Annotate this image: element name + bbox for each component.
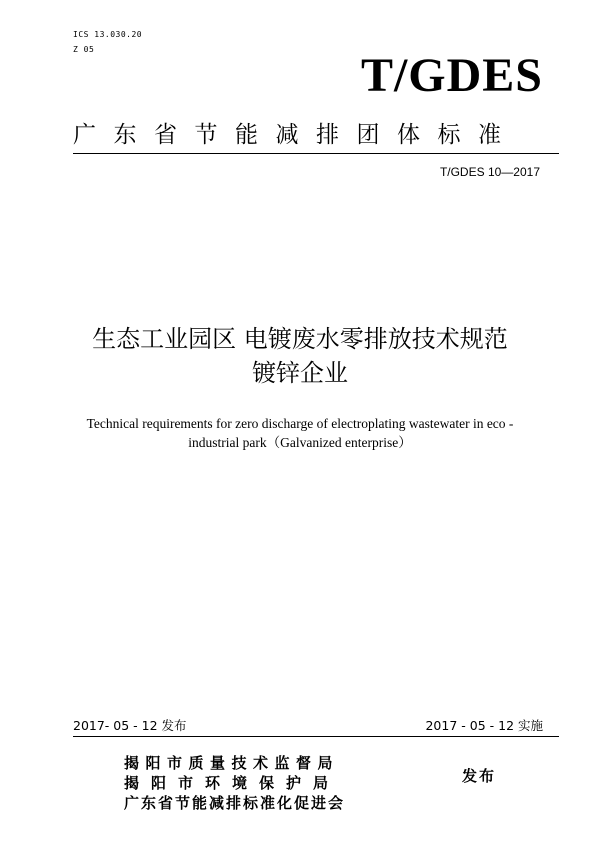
footer-divider <box>73 736 559 737</box>
ics-code: ICS 13.030.20 <box>73 30 143 39</box>
title-line-1: 生态工业园区 电镀废水零排放技术规范 <box>92 325 508 353</box>
document-title <box>0 322 600 390</box>
standard-number: T/GDES 10—2017 <box>439 165 540 179</box>
standard-type-title: 广东省节能减排团体标准 <box>73 122 519 148</box>
publish-date: 2017- 05 - 12 发布 <box>73 718 187 733</box>
header-divider <box>73 153 559 154</box>
english-title <box>40 414 560 452</box>
issuer-3: 广东省节能减排标准化促进会 <box>124 794 346 812</box>
ccs-code: Z 05 <box>73 45 95 54</box>
issuer-2: 揭阳市环境保护局 <box>124 774 341 792</box>
issuer-1: 揭阳市质量技术监督局 <box>124 754 340 772</box>
english-title-line-2: industrial park（Galvanized enterprise） <box>188 435 412 450</box>
standard-logo: T/GDES <box>360 49 543 102</box>
issue-label: 发布 <box>462 767 497 785</box>
title-line-2: 镀锌企业 <box>252 359 348 387</box>
implementation-date: 2017 - 05 - 12 实施 <box>425 718 543 733</box>
english-title-line-1: Technical requirements for zero discharge of electroplating wastewater in eco - <box>86 416 514 431</box>
